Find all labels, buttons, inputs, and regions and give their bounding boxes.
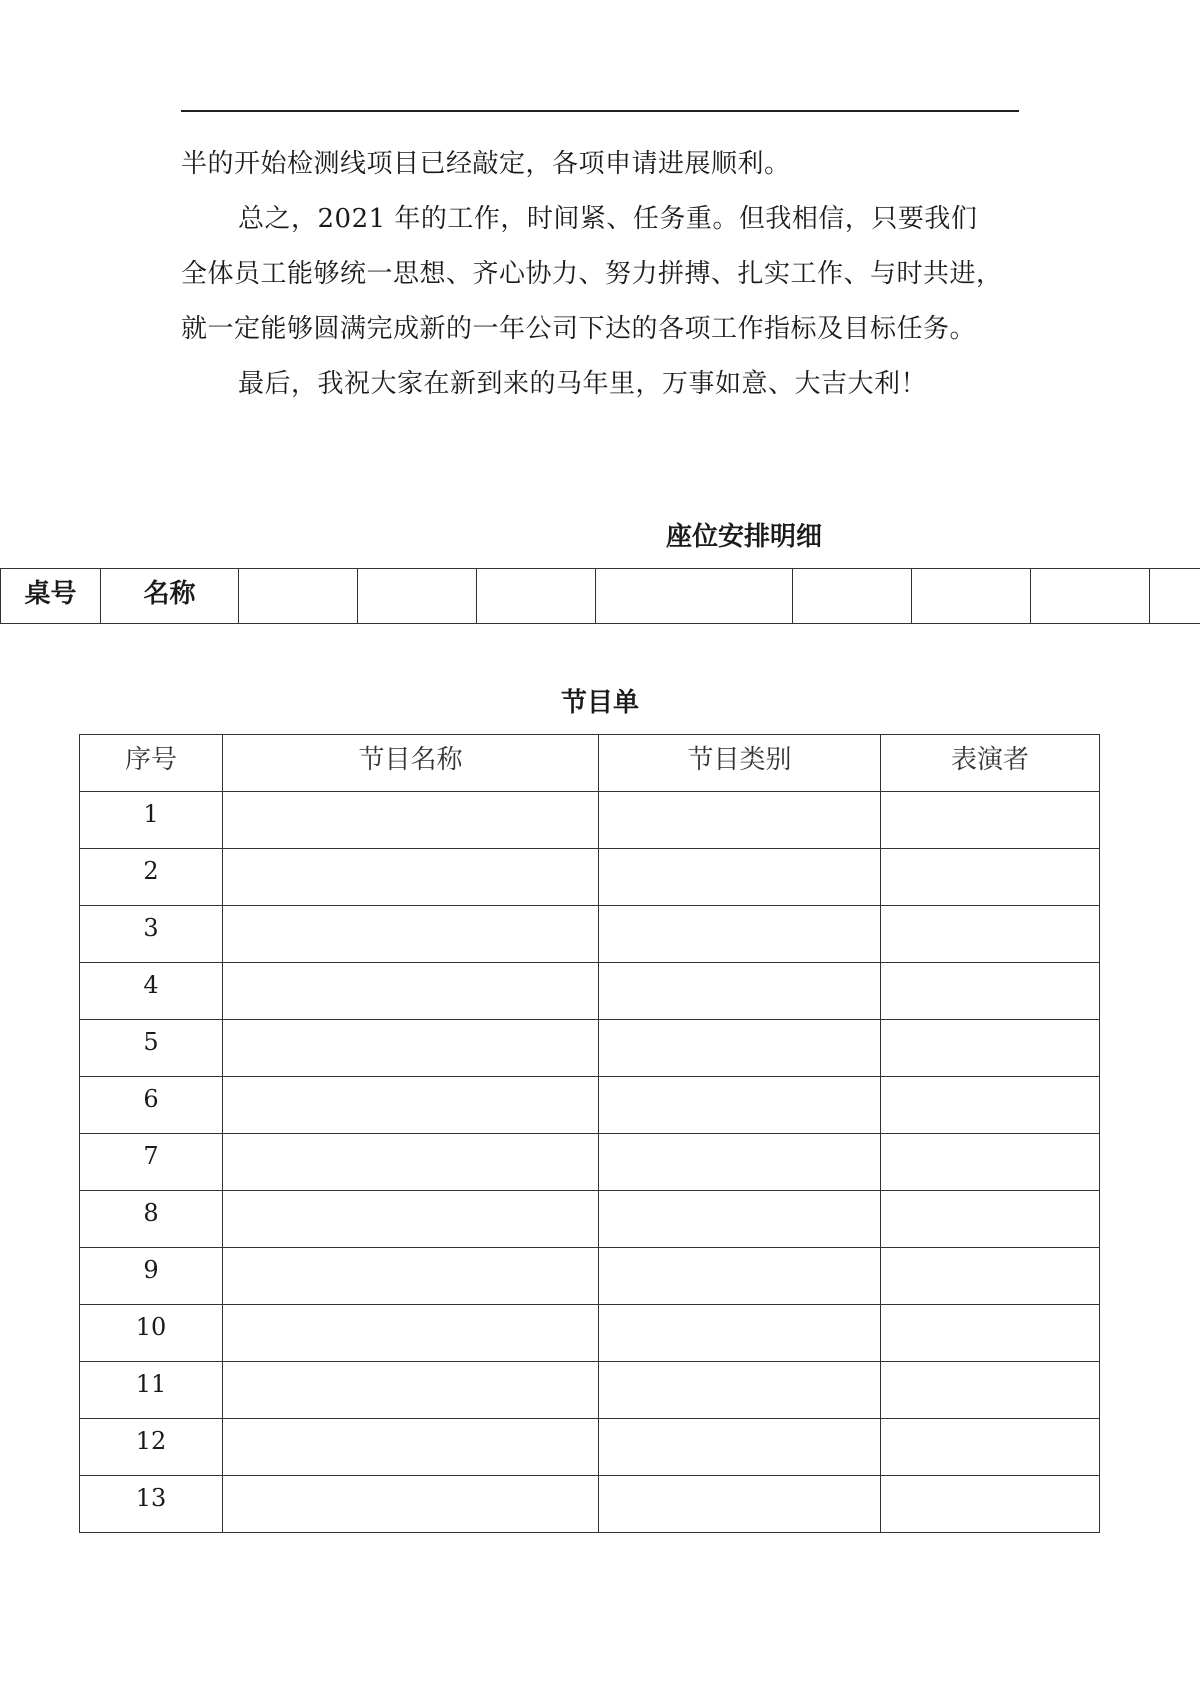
program-category-cell[interactable] [599, 1419, 881, 1476]
program-performer-cell[interactable] [881, 1419, 1100, 1476]
program-header-name: 节目名称 [223, 735, 599, 792]
program-category-cell[interactable] [599, 849, 881, 906]
row-index: 2 [80, 849, 223, 906]
row-index: 1 [80, 792, 223, 849]
table-row [80, 1419, 1100, 1476]
program-performer-cell[interactable] [881, 906, 1100, 963]
seating-row [1, 569, 1200, 624]
program-table [79, 734, 1100, 1533]
program-category-cell[interactable] [599, 1191, 881, 1248]
program-category-cell[interactable] [599, 1020, 881, 1077]
program-name-cell[interactable] [223, 963, 599, 1020]
program-name-cell[interactable] [223, 792, 599, 849]
program-name-cell[interactable] [223, 1362, 599, 1419]
row-index: 7 [80, 1134, 223, 1191]
program-name-cell[interactable] [223, 1248, 599, 1305]
row-index: 8 [80, 1191, 223, 1248]
program-performer-cell[interactable] [881, 1476, 1100, 1533]
program-name-cell[interactable] [223, 906, 599, 963]
row-index: 5 [80, 1020, 223, 1077]
table-row [80, 1077, 1100, 1134]
body-line-1: 半的开始检测线项目已经敲定，各项申请进展顺利。 [181, 149, 791, 179]
table-row [80, 906, 1100, 963]
program-name-cell[interactable] [223, 1020, 599, 1077]
program-category-cell[interactable] [599, 1134, 881, 1191]
program-performer-cell[interactable] [881, 1248, 1100, 1305]
table-row [80, 1020, 1100, 1077]
program-name-cell[interactable] [223, 1077, 599, 1134]
program-header-performer: 表演者 [881, 735, 1100, 792]
table-row [80, 963, 1100, 1020]
seating-cell[interactable] [1031, 569, 1150, 624]
body-line-3: 全体员工能够统一思想、齐心协力、努力拼搏、扎实工作、与时共进， [181, 259, 1003, 289]
program-performer-cell[interactable] [881, 1020, 1100, 1077]
seating-cell[interactable] [793, 569, 912, 624]
header-rule [181, 110, 1019, 112]
table-row [80, 1191, 1100, 1248]
program-performer-cell[interactable] [881, 1362, 1100, 1419]
program-performer-cell[interactable] [881, 1134, 1100, 1191]
seating-header-name: 名称 [101, 569, 239, 624]
table-row [80, 849, 1100, 906]
table-row [80, 1134, 1100, 1191]
program-performer-cell[interactable] [881, 963, 1100, 1020]
row-index: 11 [80, 1362, 223, 1419]
program-name-cell[interactable] [223, 1134, 599, 1191]
seating-cell[interactable] [477, 569, 596, 624]
body-line-5: 最后，我祝大家在新到来的马年里，万事如意、大吉大利！ [238, 369, 928, 399]
program-category-cell[interactable] [599, 963, 881, 1020]
program-name-cell[interactable] [223, 1305, 599, 1362]
table-row [80, 792, 1100, 849]
row-index: 12 [80, 1419, 223, 1476]
row-index: 13 [80, 1476, 223, 1533]
row-index: 3 [80, 906, 223, 963]
program-category-cell[interactable] [599, 906, 881, 963]
seating-header-table-no: 桌号 [1, 569, 101, 624]
row-index: 10 [80, 1305, 223, 1362]
program-category-cell[interactable] [599, 1077, 881, 1134]
program-name-cell[interactable] [223, 1191, 599, 1248]
program-title: 节目单 [560, 688, 639, 718]
program-performer-cell[interactable] [881, 792, 1100, 849]
program-performer-cell[interactable] [881, 1305, 1100, 1362]
body-line-4: 就一定能够圆满完成新的一年公司下达的各项工作指标及目标任务。 [181, 314, 977, 344]
row-index: 9 [80, 1248, 223, 1305]
program-header-row [80, 735, 1100, 792]
seating-cell[interactable] [912, 569, 1031, 624]
program-performer-cell[interactable] [881, 1191, 1100, 1248]
program-name-cell[interactable] [223, 1476, 599, 1533]
row-index: 4 [80, 963, 223, 1020]
program-category-cell[interactable] [599, 1476, 881, 1533]
seating-cell[interactable] [596, 569, 793, 624]
seating-title: 座位安排明细 [666, 522, 823, 552]
program-category-cell[interactable] [599, 1362, 881, 1419]
table-row [80, 1476, 1100, 1533]
table-row [80, 1362, 1100, 1419]
table-row [80, 1248, 1100, 1305]
program-name-cell[interactable] [223, 849, 599, 906]
program-header-category: 节目类别 [599, 735, 881, 792]
seating-cell[interactable] [1150, 569, 1200, 624]
seating-cell[interactable] [358, 569, 477, 624]
program-category-cell[interactable] [599, 792, 881, 849]
program-performer-cell[interactable] [881, 1077, 1100, 1134]
seating-table [0, 568, 1200, 624]
program-performer-cell[interactable] [881, 849, 1100, 906]
program-header-index: 序号 [80, 735, 223, 792]
row-index: 6 [80, 1077, 223, 1134]
table-row [80, 1305, 1100, 1362]
program-category-cell[interactable] [599, 1248, 881, 1305]
seating-cell[interactable] [239, 569, 358, 624]
program-category-cell[interactable] [599, 1305, 881, 1362]
program-name-cell[interactable] [223, 1419, 599, 1476]
body-line-2: 总之，2021 年的工作，时间紧、任务重。但我相信，只要我们 [238, 204, 978, 234]
